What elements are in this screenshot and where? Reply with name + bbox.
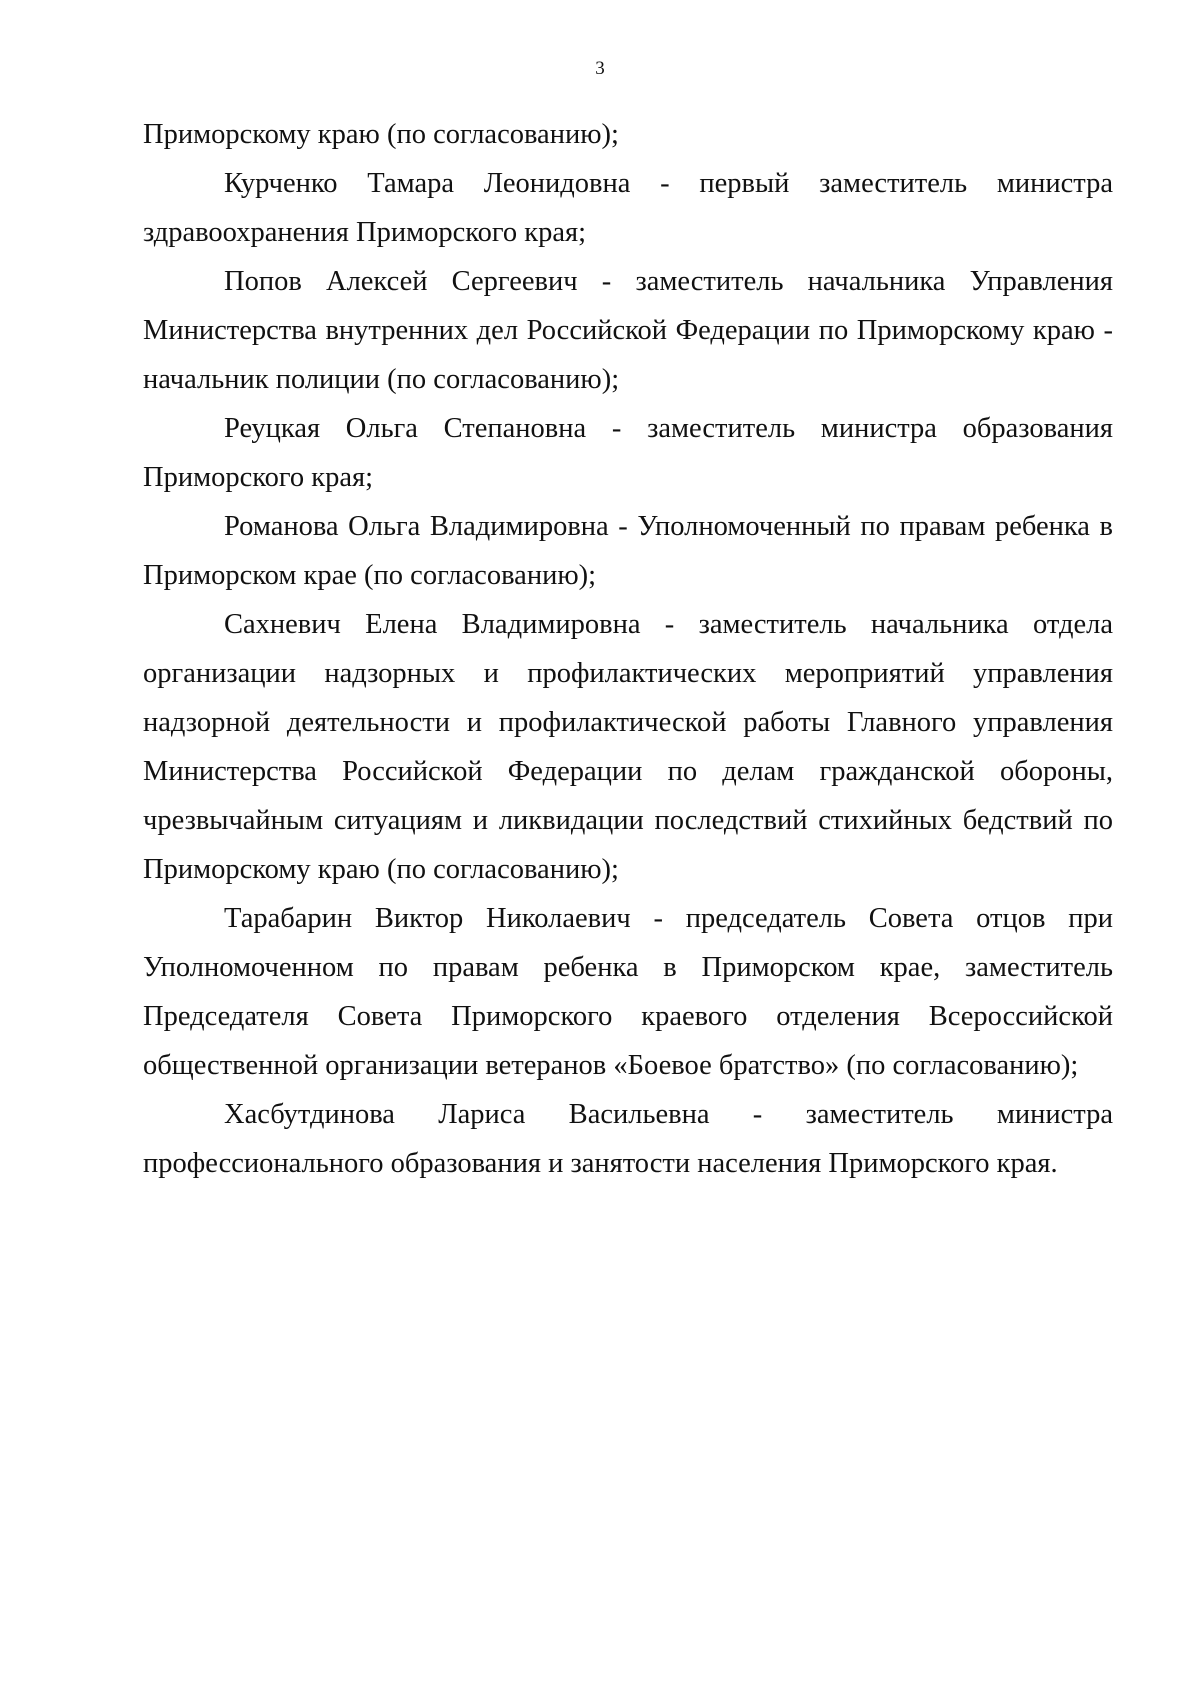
member-entry-khasbutdinova: Хасбутдинова Лариса Васильевна - заместитель министра профессионального образования и занятости населения Приморского края. xyxy=(143,1099,1113,1179)
page-number: 3 xyxy=(595,58,605,79)
member-entry-kurchenko: Курченко Тамара Леонидовна - первый заместитель министра здравоохранения Приморского края; xyxy=(143,168,1113,248)
document-body xyxy=(143,110,1113,1188)
member-entry-romanova: Романова Ольга Владимировна - Уполномоченный по правам ребенка в Приморском крае (по согласованию); xyxy=(143,511,1113,591)
paragraph-continuation: Приморскому краю (по согласованию); xyxy=(143,119,619,150)
member-entry-sakhnevich: Сахневич Елена Владимировна - заместитель начальника отдела организации надзорных и профилактических мероприятий управления надзорной деятельности и профилактической работы Главного управления Министерства Российской Федерации по делам гражданской обороны, чрезвычайным ситуациям и ликвидации последствий стихийных бедствий по Приморскому краю (по согласованию); xyxy=(143,609,1113,885)
member-entry-tarabarin: Тарабарин Виктор Николаевич - председатель Совета отцов при Уполномоченном по правам ребенка в Приморском крае, заместитель Председателя Совета Приморского краевого отделения Всероссийской общественной организации ветеранов «Боевое братство» (по согласованию); xyxy=(143,903,1113,1081)
member-entry-popov: Попов Алексей Сергеевич - заместитель начальника Управления Министерства внутренних дел Российской Федерации по Приморскому краю - начальник полиции (по согласованию); xyxy=(143,266,1113,395)
member-entry-reutskaya: Реуцкая Ольга Степановна - заместитель министра образования Приморского края; xyxy=(143,413,1113,493)
